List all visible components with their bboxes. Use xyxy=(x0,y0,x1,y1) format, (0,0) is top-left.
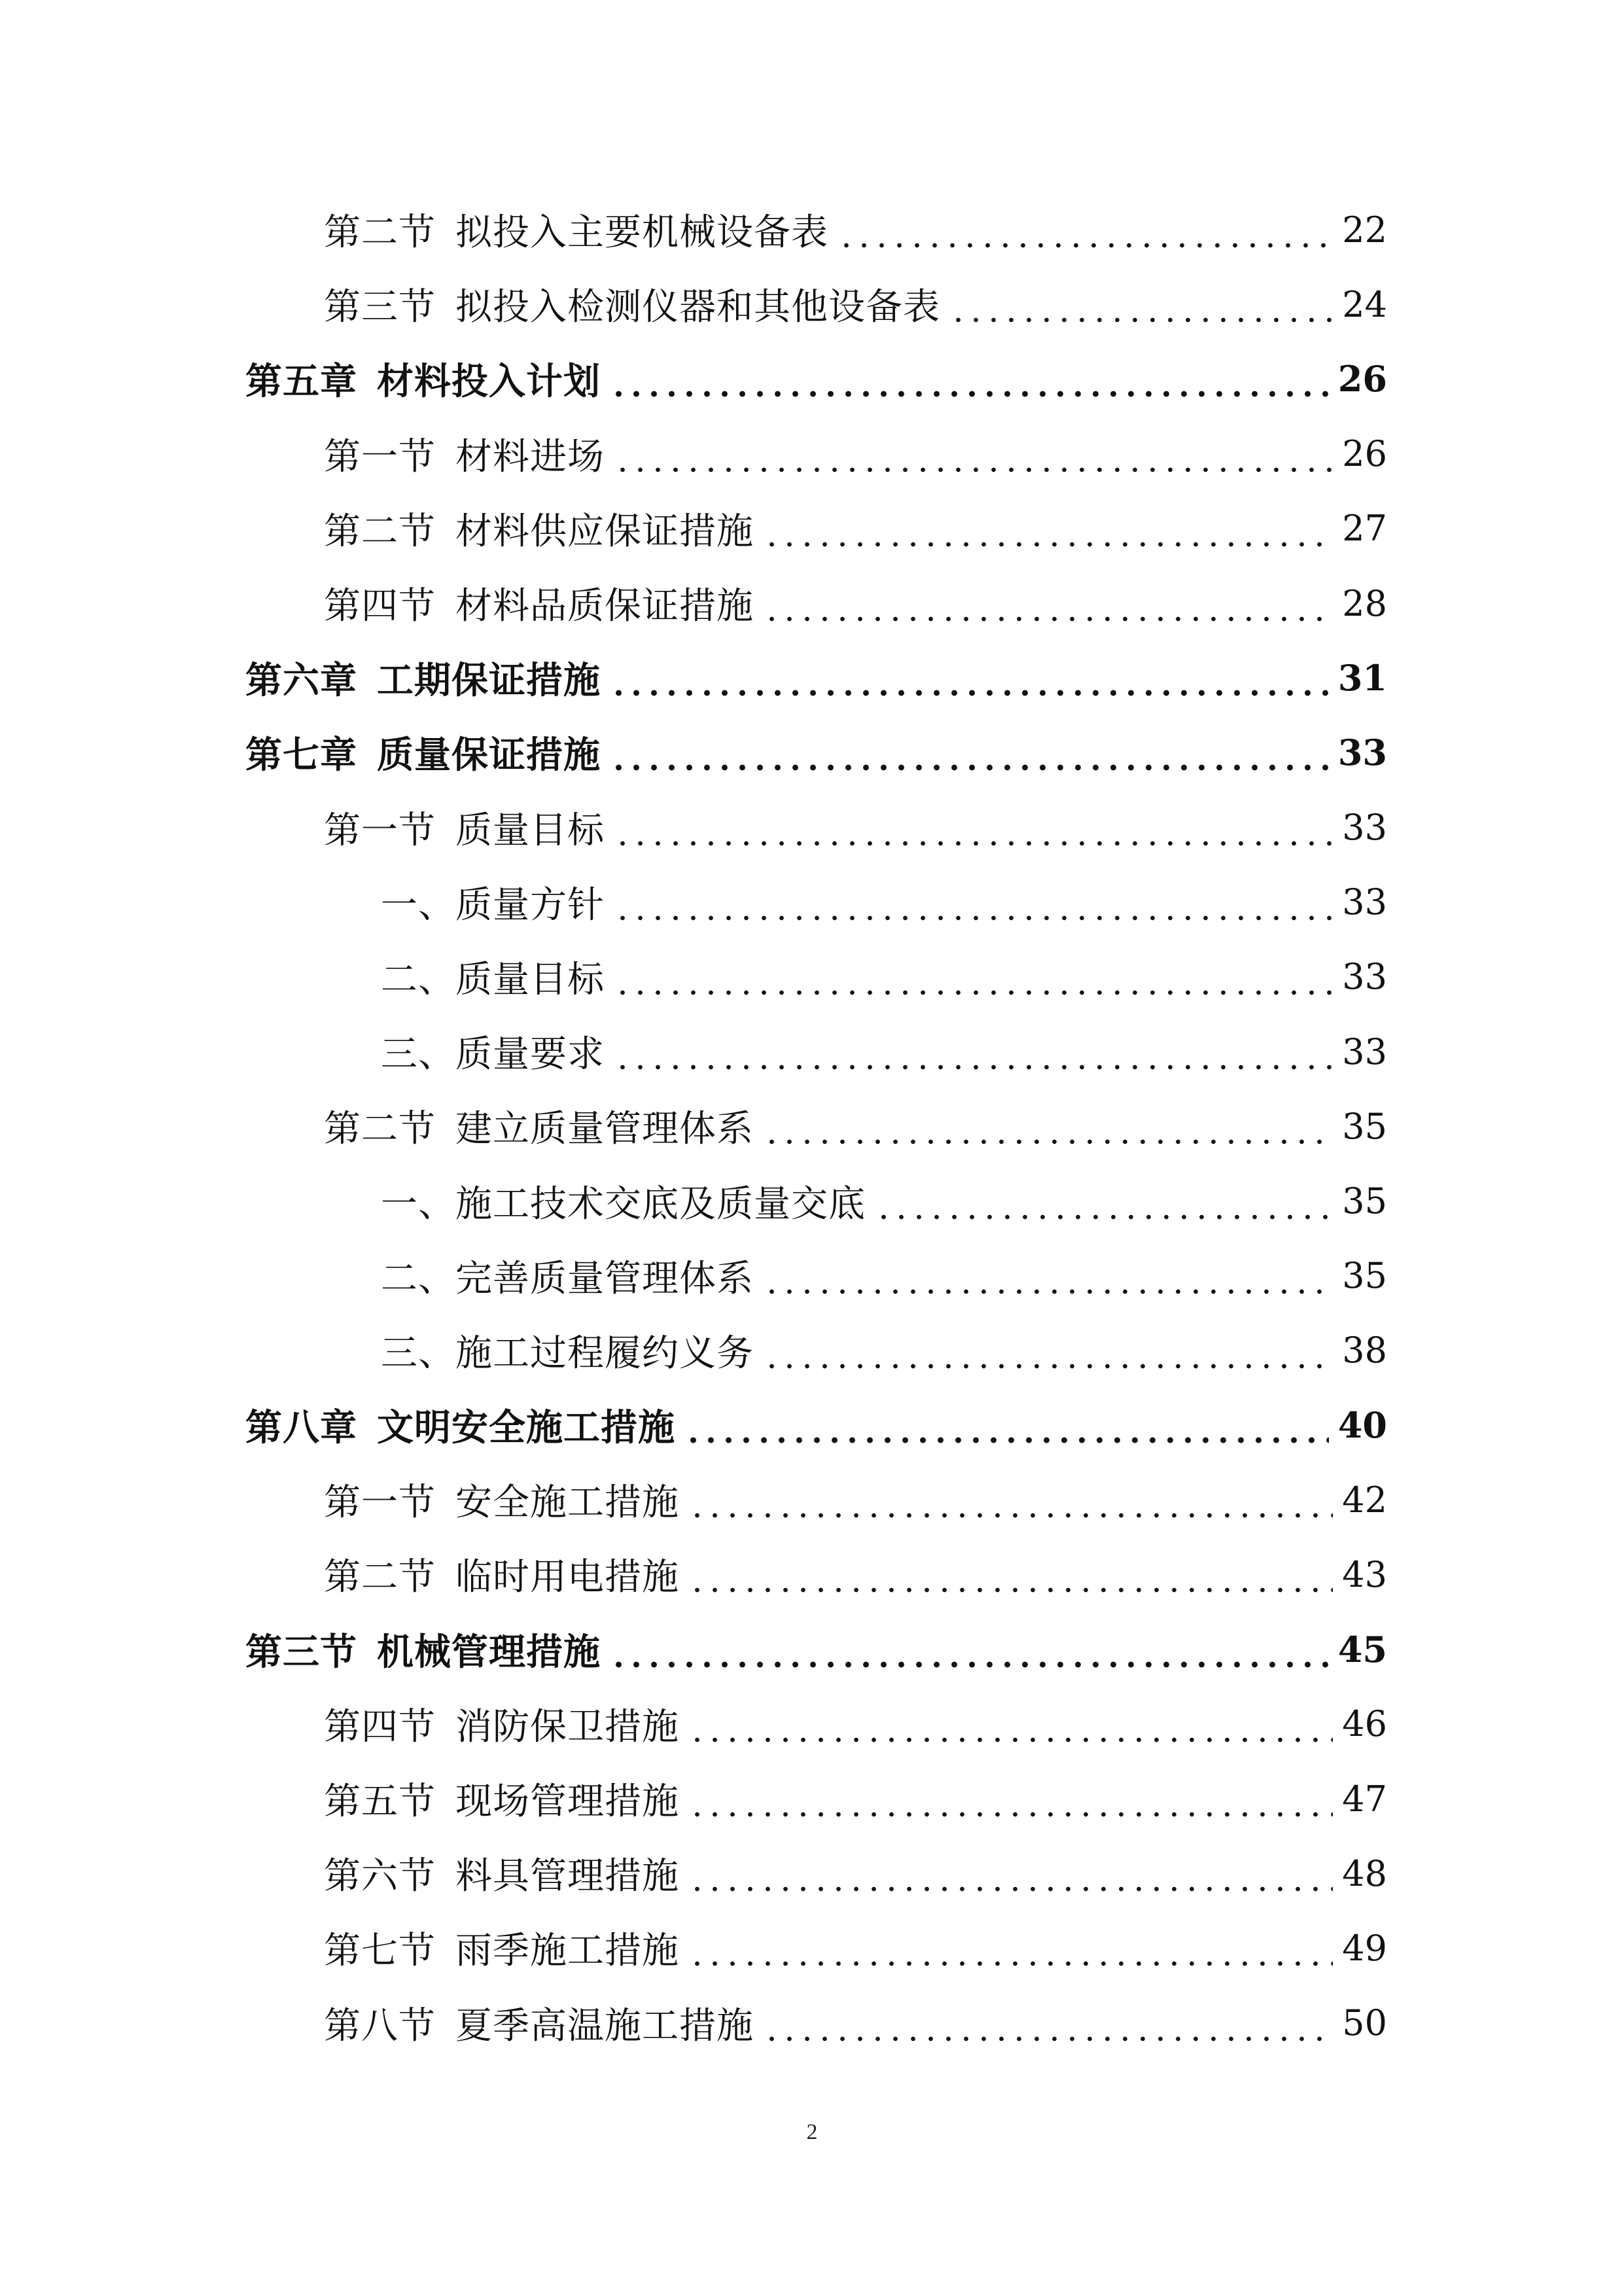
toc-entry-number: 第三节 xyxy=(324,286,436,329)
toc-entry[interactable] xyxy=(0,566,1624,641)
toc-entry[interactable] xyxy=(0,790,1624,865)
toc-entry-title: 材料投入计划 xyxy=(377,360,601,404)
toc-entry-number: 第六章 xyxy=(245,659,357,703)
toc-entry-number: 第五章 xyxy=(245,360,357,404)
toc-entry-heading xyxy=(324,1474,679,1526)
dot-leader xyxy=(763,1256,1333,1296)
toc-entry[interactable] xyxy=(0,1911,1624,1985)
toc-entry[interactable] xyxy=(0,1761,1624,1836)
toc-entry-heading xyxy=(324,802,605,854)
toc-entry-number: 第一节 xyxy=(324,435,436,478)
toc-entry[interactable] xyxy=(0,641,1624,715)
toc-entry-heading xyxy=(381,1025,605,1078)
toc-entry-title: 安全施工措施 xyxy=(455,1481,679,1525)
toc-entry-number: 三、 xyxy=(381,1332,455,1375)
toc-entry-heading xyxy=(245,726,601,779)
toc-entry-page-number: 28 xyxy=(1342,582,1387,624)
toc-entry[interactable] xyxy=(0,417,1624,491)
dot-leader xyxy=(610,733,1329,772)
toc-entry[interactable] xyxy=(0,1462,1624,1537)
toc-entry-heading xyxy=(324,1548,679,1600)
toc-entry-title: 夏季高温施工措施 xyxy=(455,2004,754,2047)
toc-entry-heading xyxy=(324,278,940,330)
toc-entry-title: 机械管理措施 xyxy=(377,1630,601,1674)
toc-entry-number: 第六节 xyxy=(324,1855,436,1898)
toc-entry-number: 一、 xyxy=(381,1182,455,1226)
toc-entry[interactable] xyxy=(0,1388,1624,1462)
toc-entry-page-number: 45 xyxy=(1337,1628,1387,1670)
toc-entry-number: 第二节 xyxy=(324,1108,436,1151)
toc-entry-heading xyxy=(324,1773,679,1825)
toc-entry-title: 质量目标 xyxy=(455,958,605,1001)
toc-entry-page-number: 38 xyxy=(1342,1330,1387,1371)
dot-leader xyxy=(688,1480,1333,1519)
toc-entry-heading xyxy=(324,428,605,480)
toc-entry-title: 完善质量管理体系 xyxy=(455,1257,754,1300)
toc-entry-heading xyxy=(245,652,601,704)
dot-leader xyxy=(949,285,1333,324)
toc-entry-page-number: 22 xyxy=(1342,209,1387,251)
dot-leader xyxy=(684,1405,1329,1445)
toc-entry[interactable] xyxy=(0,940,1624,1014)
toc-entry-page-number: 31 xyxy=(1337,657,1387,699)
dot-leader xyxy=(614,434,1333,474)
toc-entry[interactable] xyxy=(0,1836,1624,1911)
toc-entry-heading xyxy=(245,1623,601,1676)
toc-entry-title: 雨季施工措施 xyxy=(455,1930,679,1973)
toc-entry-page-number: 35 xyxy=(1342,1255,1387,1297)
toc-entry-heading xyxy=(324,1698,679,1750)
toc-entry-title: 质量方针 xyxy=(455,883,605,927)
toc-entry-page-number: 35 xyxy=(1342,1180,1387,1222)
toc-entry-page-number: 42 xyxy=(1342,1479,1387,1521)
dot-leader xyxy=(688,1779,1333,1818)
toc-entry-number: 第八章 xyxy=(245,1406,357,1450)
dot-leader xyxy=(688,1854,1333,1893)
toc-entry[interactable] xyxy=(0,865,1624,940)
toc-entry-title: 质量目标 xyxy=(455,809,605,852)
toc-entry-number: 第七节 xyxy=(324,1930,436,1973)
toc-entry-page-number: 33 xyxy=(1342,956,1387,998)
toc-entry[interactable] xyxy=(0,1986,1624,2060)
toc-entry-number: 二、 xyxy=(381,1257,455,1300)
dot-leader xyxy=(688,1928,1333,1968)
toc-entry-number: 第二节 xyxy=(324,510,436,553)
toc-entry-title: 质量要求 xyxy=(455,1033,605,1076)
toc-entry-title: 材料品质保证措施 xyxy=(455,585,754,628)
dot-leader xyxy=(763,1106,1333,1146)
toc-entry-number: 一、 xyxy=(381,883,455,927)
toc-entry-page-number: 40 xyxy=(1337,1404,1387,1447)
dot-leader xyxy=(610,658,1329,698)
toc-entry[interactable] xyxy=(0,1014,1624,1089)
toc-entry-number: 第三节 xyxy=(245,1630,357,1674)
dot-leader xyxy=(875,1182,1333,1221)
dot-leader xyxy=(614,883,1333,922)
toc-entry-page-number: 33 xyxy=(1342,1031,1387,1072)
dot-leader xyxy=(614,957,1333,997)
toc-entry-heading xyxy=(324,577,754,629)
toc-entry-page-number: 43 xyxy=(1342,1553,1387,1595)
toc-entry[interactable] xyxy=(0,715,1624,790)
table-of-contents xyxy=(0,192,1624,2060)
toc-entry-heading xyxy=(381,1324,754,1377)
toc-entry-heading xyxy=(245,1399,675,1451)
toc-entry-page-number: 48 xyxy=(1342,1852,1387,1894)
toc-entry[interactable] xyxy=(0,1239,1624,1313)
toc-entry[interactable] xyxy=(0,1163,1624,1238)
toc-entry-title: 施工过程履约义务 xyxy=(455,1332,754,1375)
toc-entry-title: 消防保卫措施 xyxy=(455,1705,679,1748)
toc-entry-page-number: 35 xyxy=(1342,1105,1387,1147)
toc-entry-number: 三、 xyxy=(381,1033,455,1076)
toc-entry-heading xyxy=(324,203,828,256)
toc-entry-number: 第二节 xyxy=(324,1556,436,1599)
toc-entry-page-number: 26 xyxy=(1337,358,1387,400)
toc-entry-heading xyxy=(324,1997,754,2049)
toc-entry[interactable] xyxy=(0,192,1624,267)
toc-entry-title: 材料进场 xyxy=(455,435,605,478)
toc-entry[interactable] xyxy=(0,1313,1624,1388)
toc-entry-title: 施工技术交底及质量交底 xyxy=(455,1182,866,1226)
toc-entry-page-number: 27 xyxy=(1342,508,1387,550)
dot-leader xyxy=(610,359,1329,398)
toc-entry-number: 第一节 xyxy=(324,1481,436,1525)
toc-entry-number: 二、 xyxy=(381,958,455,1001)
toc-entry-heading xyxy=(324,1847,679,1899)
toc-entry-number: 第二节 xyxy=(324,211,436,255)
toc-entry-page-number: 24 xyxy=(1342,283,1387,325)
toc-entry-title: 现场管理措施 xyxy=(455,1780,679,1824)
toc-entry-page-number: 46 xyxy=(1342,1703,1387,1745)
toc-entry[interactable] xyxy=(0,1687,1624,1761)
toc-entry-title: 建立质量管理体系 xyxy=(455,1108,754,1151)
toc-entry-number: 第八节 xyxy=(324,2004,436,2047)
toc-entry-title: 工期保证措施 xyxy=(377,659,601,703)
toc-entry-heading xyxy=(381,876,605,928)
toc-entry-heading xyxy=(324,1100,754,1152)
dot-leader xyxy=(688,1555,1333,1594)
toc-entry-title: 材料供应保证措施 xyxy=(455,510,754,553)
dot-leader xyxy=(688,1704,1333,1744)
toc-entry-heading xyxy=(381,1250,754,1302)
toc-entry-page-number: 33 xyxy=(1342,881,1387,923)
toc-entry-page-number: 33 xyxy=(1337,732,1387,774)
dot-leader xyxy=(614,1032,1333,1071)
dot-leader xyxy=(610,1630,1329,1669)
toc-entry-title: 拟投入主要机械设备表 xyxy=(455,211,828,255)
toc-entry-heading xyxy=(381,951,605,1003)
toc-entry-title: 料具管理措施 xyxy=(455,1855,679,1898)
toc-entry-number: 第一节 xyxy=(324,809,436,852)
toc-entry[interactable] xyxy=(0,1612,1624,1687)
toc-entry-page-number: 47 xyxy=(1342,1778,1387,1820)
toc-entry-page-number: 50 xyxy=(1342,2002,1387,2044)
toc-entry-heading xyxy=(381,1175,866,1227)
toc-entry-title: 临时用电措施 xyxy=(455,1556,679,1599)
toc-entry-number: 第四节 xyxy=(324,585,436,628)
toc-entry[interactable] xyxy=(0,267,1624,342)
toc-entry-number: 第七章 xyxy=(245,733,357,777)
toc-entry-page-number: 49 xyxy=(1342,1927,1387,1969)
dot-leader xyxy=(838,210,1333,249)
toc-entry[interactable] xyxy=(0,1089,1624,1163)
dot-leader xyxy=(614,808,1333,847)
toc-entry-heading xyxy=(245,353,601,405)
dot-leader xyxy=(763,2004,1333,2043)
toc-entry-page-number: 26 xyxy=(1342,433,1387,475)
toc-entry-number: 第四节 xyxy=(324,1705,436,1748)
toc-entry[interactable] xyxy=(0,491,1624,566)
toc-entry-page-number: 33 xyxy=(1342,807,1387,849)
dot-leader xyxy=(763,509,1333,548)
page-number: 2 xyxy=(806,2120,818,2144)
toc-entry[interactable] xyxy=(0,1537,1624,1612)
toc-entry-title: 文明安全施工措施 xyxy=(377,1406,675,1450)
toc-entry-heading xyxy=(324,1922,679,1974)
toc-entry-heading xyxy=(324,503,754,555)
dot-leader xyxy=(763,1331,1333,1370)
toc-entry-number: 第五节 xyxy=(324,1780,436,1824)
toc-entry-title: 拟投入检测仪器和其他设备表 xyxy=(455,286,940,329)
toc-entry-title: 质量保证措施 xyxy=(377,733,601,777)
dot-leader xyxy=(763,584,1333,623)
toc-entry[interactable] xyxy=(0,342,1624,416)
